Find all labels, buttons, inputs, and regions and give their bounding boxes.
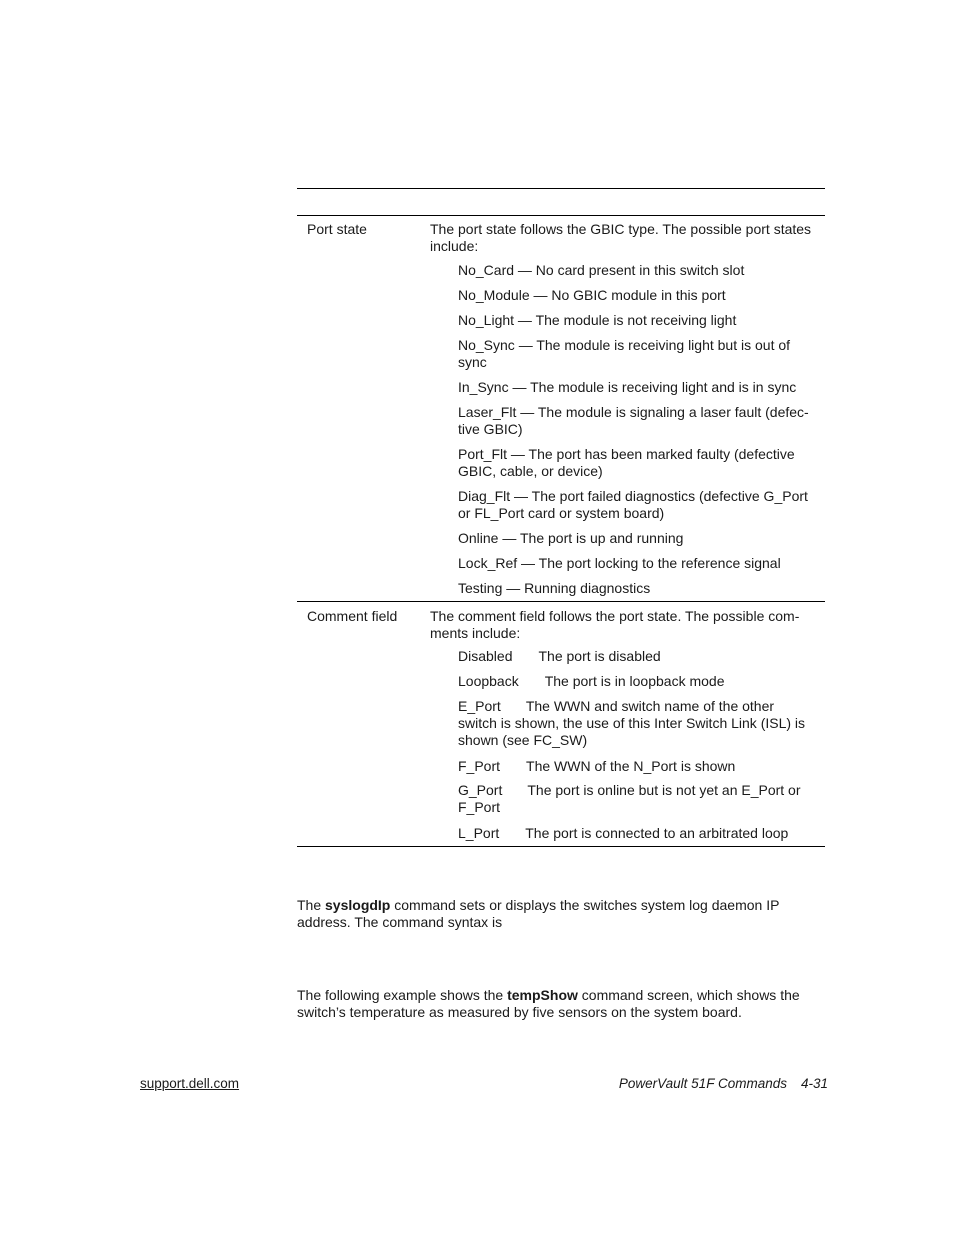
comment-term: F_Port [458,758,501,774]
table-header-rule [297,215,825,216]
list-item: Port_Flt — The port has been marked faulty (defective GBIC, cable, or device) [458,446,795,479]
comment-term: Disabled [458,648,513,664]
comment-item-l-port [458,825,816,842]
paragraph-text: command screen, which shows the switch’s temperature as measured by five sensors on the system board. [297,987,800,1020]
comment-text: The WWN and switch name of the other switch is shown, the use of this Inter Switch Link (ISL) is shown (see FC_SW) [458,698,806,748]
list-item: Testing — Running diagnostics [458,580,651,596]
command-name: syslogdIp [325,897,391,913]
comment-term: L_Port [458,825,500,841]
footer-link[interactable]: support.dell.com [140,1076,240,1091]
comment-term: Loopback [458,673,519,689]
tempshow-paragraph [297,987,825,1021]
comment-term: E_Port [458,698,501,714]
comment-term: G_Port [458,782,503,798]
comment-text: The port is online but is not yet an E_Port or F_Port [458,782,801,815]
comment-text: The port is in loopback mode [544,673,725,689]
comment-item-g-port [458,782,816,816]
table-top-rule [297,188,825,189]
list-item: Online — The port is up and running [458,530,684,546]
comment-text: The WWN of the N_Port is shown [526,758,736,774]
row-label-port-state: Port state [307,221,367,237]
footer-title: PowerVault 51F Commands [618,1076,787,1091]
paragraph-text: command sets or displays the switches system log daemon IP address. The command syntax is [297,897,780,930]
row-description-port-state: The port state follows the GBIC type. The possible port states include: [430,221,812,254]
list-item: In_Sync — The module is receiving light and is in sync [458,379,797,395]
comment-text: The port is connected to an arbitrated loop [525,825,789,841]
row-description-comment-field: The comment field follows the port state. The possible com-ments include: [430,608,800,641]
table-row-divider [297,601,825,602]
table-bottom-rule [297,846,825,847]
list-item: No_Card — No card present in this switch slot [458,262,745,278]
command-name: tempShow [507,987,578,1003]
list-item: No_Light — The module is not receiving light [458,312,737,328]
list-item: Laser_Flt — The module is signaling a laser fault (defec-tive GBIC) [458,404,809,437]
list-item: No_Module — No GBIC module in this port [458,287,726,303]
footer-page-info [619,1075,828,1092]
syslogdip-paragraph [297,897,825,931]
comment-item-disabled [458,648,816,665]
list-item: No_Sync — The module is receiving light but is out of sync [458,337,791,370]
paragraph-text: The following example shows the [297,987,508,1003]
page-number: 4-31 [800,1076,828,1091]
list-item: Diag_Flt — The port failed diagnostics (defective G_Port or FL_Port card or system board) [458,488,808,521]
comment-text: The port is disabled [538,648,661,664]
row-label-comment-field: Comment field [307,608,398,624]
comment-item-f-port [458,758,816,775]
list-item: Lock_Ref — The port locking to the reference signal [458,555,781,571]
paragraph-text: The [297,897,326,913]
comment-item-loopback [458,673,816,690]
comment-item-e-port [458,698,816,749]
